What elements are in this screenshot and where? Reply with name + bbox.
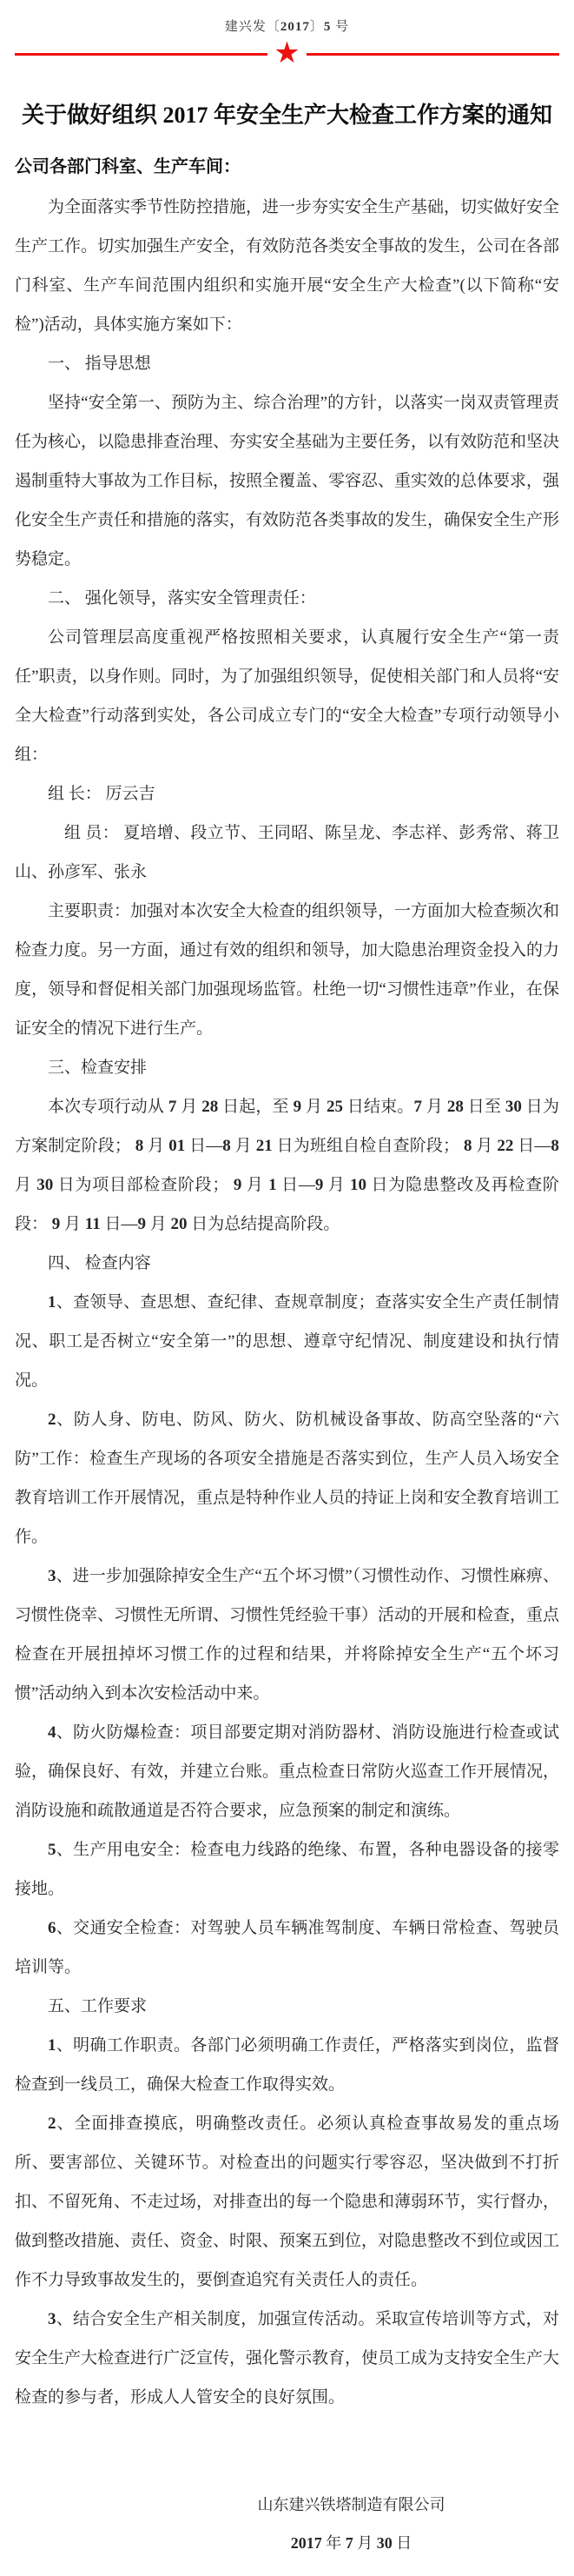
body-paragraph: 3、结合安全生产相关制度，加强宣传活动。采取宣传培训等方式，对安全生产大检查进行广泛宣传，强化警示教育，使员工成为支持安全生产大检查的参与者，形成人人管安全的良好氛围。 (15, 2310, 560, 2407)
members-line: 组 员： 夏培增、段立节、王同昭、陈呈龙、李志祥、彭秀常、蒋卫山、孙彦军、张永 (15, 824, 559, 881)
section-heading: 四、 检查内容 (48, 1254, 151, 1272)
doc-number: 建兴发〔2017〕5 号 (224, 20, 350, 34)
doc-date: 2017 年 7 月 30 日 (290, 2534, 412, 2552)
body-paragraph: 3、进一步加强除掉安全生产“五个坏习惯”（习惯性动作、习惯性麻痹、习惯性侥幸、习惯性无所谓、习惯性凭经验干事）活动的开展和检查，重点检查在开展扭掉坏习惯工作的过程和结果，并将除掉安全生产“五个坏习惯”活动纳入到本次安检活动中来。 (15, 1567, 560, 1703)
section-heading: 一、 指导思想 (48, 355, 151, 373)
section-heading: 二、 强化领导，落实安全管理责任： (48, 589, 316, 607)
salutation: 公司各部门科室、生产车间： (15, 157, 241, 176)
body-paragraph: 为全面落实季节性防控措施，进一步夯实安全生产基础，切实做好安全生产工作。切实加强生产安全，有效防范各类安全事故的发生，公司在各部门科室、生产车间范围内组织和实施开展“安全生产大检查”(以下简称“安检”)活动，具体实施方案如下： (15, 198, 560, 334)
body-paragraph: 5、生产用电安全：检查电力线路的绝缘、布置，各种电器设备的接零接地。 (15, 1841, 559, 1898)
body-paragraph: 主要职责：加强对本次安全大检查的组织领导，一方面加大检查频次和检查力度。另一方面，通过有效的组织和领导，加大隐患治理资金投入的力度，领导和督促相关部门加强现场监管。杜绝一切“习惯性违章”作业，在保证安全的情况下进行生产。 (15, 902, 560, 1038)
body-paragraph: 2、全面排查摸底，明确整改责任。必须认真检查事故易发的重点场所、要害部位、关键环节。对检查出的问题实行零容忍，坚决做到不打折扣、不留死角、不走过场，对排查出的每一个隐患和薄弱环节，实行督办，做到整改措施、责任、资金、时限、预案五到位，对隐患整改不到位或因工作不力导致事故发生的，要倒查追究有关责任人的责任。 (15, 2115, 560, 2289)
body-paragraph: 2、防人身、防电、防风、防火、防机械设备事故、防高空坠落的“六防”工作：检查生产现场的各项安全措施是否落实到位，生产人员入场安全教育培训工作开展情况，重点是特种作业人员的持证上岗和安全教育培训工作。 (15, 1411, 560, 1546)
section-heading: 五、工作要求 (48, 1997, 148, 2015)
red-rule (15, 37, 559, 70)
signature-block (79, 2493, 574, 2554)
body-paragraph: 本次专项行动从 7 月 28 日起，至 9 月 25 日结束。7 月 28 日至 30 日为方案制定阶段； 8 月 01 日—8 月 21 日为班组自检自查阶段； 8 月 22 日—8 月 30 日为项目部检查阶段； 9 月 1 日—9 月 10 日为隐患整改及再检查阶段： 9 月 11 日—9 月 20 日为总结提高阶段。 (15, 1098, 559, 1233)
red-star-icon: ★ (274, 37, 300, 70)
company-signature: 山东建兴铁塔制造有限公司 (257, 2496, 445, 2513)
red-rule-right-line (307, 53, 559, 56)
body-paragraph: 公司管理层高度重视严格按照相关要求，认真履行安全生产“第一责任”职责，以身作则。同时，为了加强组织领导，促使相关部门和人员将“安全大检查”行动落到实处，各公司成立专门的“安全大检查”专项行动领导小组： (15, 628, 559, 764)
body-paragraph: 1、查领导、查思想、查纪律、查规章制度；查落实安全生产责任制情况、职工是否树立“安全第一”的思想、遵章守纪情况、制度建设和执行情况。 (15, 1293, 559, 1390)
section-heading: 三、检查安排 (48, 1059, 148, 1077)
red-rule-left-line (15, 53, 267, 56)
body-paragraph: 6、交通安全检查：对驾驶人员车辆准驾制度、车辆日常检查、驾驶员培训等。 (15, 1919, 559, 1976)
document-body (15, 188, 559, 2417)
body-paragraph: 1、明确工作职责。各部门必须明确工作责任，严格落实到岗位，监督检查到一线员工，确保大检查工作取得实效。 (15, 2036, 559, 2094)
body-paragraph: 4、防火防爆检查：项目部要定期对消防器材、消防设施进行检查或试验，确保良好、有效，并建立台账。重点检查日常防火巡查工作开展情况，消防设施和疏散通道是否符合要求，应急预案的制定和演练。 (15, 1723, 560, 1820)
doc-title: 关于做好组织 2017 年安全生产大检查工作方案的通知 (21, 103, 552, 128)
body-paragraph: 坚持“安全第一、预防为主、综合治理”的方针，以落实一岗双责管理责任为核心，以隐患排查治理、夯实安全基础为主要任务，以有效防范和坚决遏制重特大事故为工作目标，按照全覆盖、零容忍、重实效的总体要求，强化安全生产责任和措施的落实，有效防范各类事故的发生，确保安全生产形势稳定。 (15, 394, 560, 568)
leader-line: 组 长： 厉云吉 (48, 785, 155, 803)
